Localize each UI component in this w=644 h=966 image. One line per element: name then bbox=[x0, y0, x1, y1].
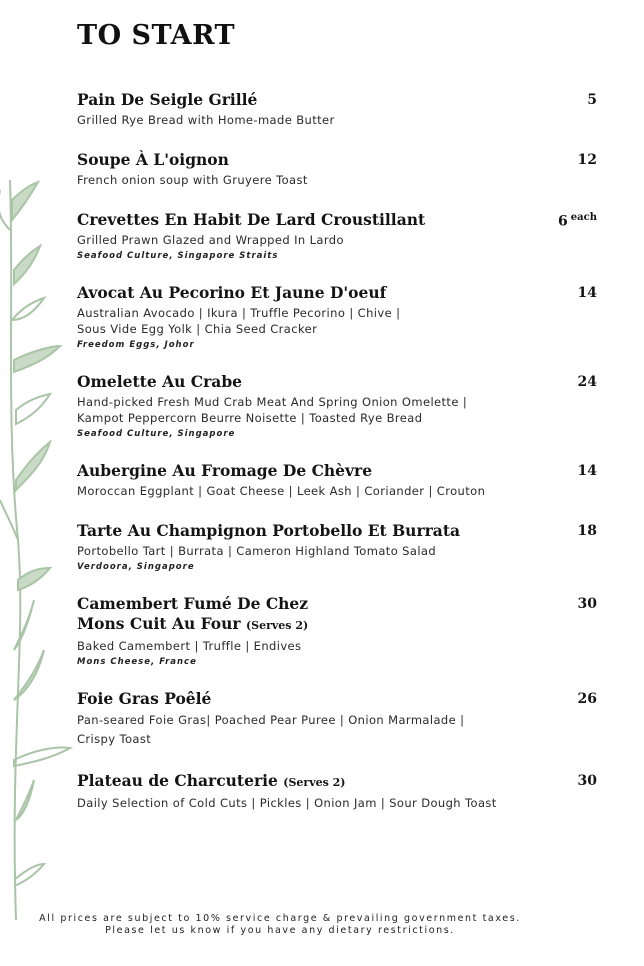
item-description: Moroccan Eggplant | Goat Cheese | Leek Ash | Coriander | Crouton bbox=[77, 484, 486, 498]
menu-item bbox=[77, 283, 597, 350]
item-price: 30 bbox=[577, 596, 597, 612]
item-description: Grilled Rye Bread with Home-made Butter bbox=[77, 113, 335, 127]
menu-item bbox=[77, 594, 597, 667]
item-name: Tarte Au Champignon Portobello Et Burrata bbox=[77, 521, 461, 540]
menu-item bbox=[77, 372, 597, 439]
item-description: Baked Camembert | Truffle | Endives bbox=[77, 639, 302, 653]
service-charge-note: All prices are subject to 10% service charge & prevailing government taxes. bbox=[39, 913, 521, 924]
section-title: TO START bbox=[77, 20, 236, 51]
item-description: Australian Avocado | Ikura | Truffle Pecorino | Chive | Sous Vide Egg Yolk | Chia Seed Cracker bbox=[77, 306, 401, 336]
serves-note: (Serves 2) bbox=[283, 776, 346, 789]
item-source: Seafood Culture, Singapore Straits bbox=[77, 251, 279, 261]
item-name: Soupe À L'oignon bbox=[77, 150, 229, 169]
menu-item bbox=[77, 90, 597, 128]
item-source: Mons Cheese, France bbox=[77, 657, 197, 667]
item-price: 26 bbox=[577, 691, 597, 707]
item-name: Foie Gras Poêlé bbox=[77, 689, 212, 708]
footer-note bbox=[0, 913, 560, 937]
item-description: Grilled Prawn Glazed and Wrapped In Lardo bbox=[77, 233, 344, 247]
price-unit: each bbox=[570, 212, 597, 223]
item-name: Omelette Au Crabe bbox=[77, 372, 243, 391]
menu-item bbox=[77, 210, 597, 261]
item-price: 30 bbox=[577, 773, 597, 789]
item-description: Portobello Tart | Burrata | Cameron Highland Tomato Salad bbox=[77, 544, 437, 558]
menu-list bbox=[77, 90, 597, 833]
item-price: 6 $^{each}$ bbox=[558, 212, 597, 230]
menu-item bbox=[77, 461, 597, 499]
botanical-leaf-branch-icon bbox=[0, 180, 75, 920]
item-price: 24 bbox=[577, 374, 597, 390]
menu-item bbox=[77, 521, 597, 572]
item-source: Verdoora, Singapore bbox=[77, 562, 195, 572]
item-description: Daily Selection of Cold Cuts | Pickles | Onion Jam | Sour Dough Toast bbox=[77, 796, 497, 810]
item-source: Freedom Eggs, Johor bbox=[77, 340, 195, 350]
item-name: Pain De Seigle Grillé bbox=[77, 90, 258, 109]
item-price: 18 bbox=[577, 523, 597, 539]
item-name: Avocat Au Pecorino Et Jaune D'oeuf bbox=[77, 283, 387, 302]
item-description: Hand-picked Fresh Mud Crab Meat And Spring Onion Omelette | Kampot Peppercorn Beurre Noisette | Toasted Rye Bread bbox=[77, 395, 468, 425]
item-name: Crevettes En Habit De Lard Croustillant bbox=[77, 210, 426, 229]
item-price: 14 bbox=[577, 285, 597, 301]
item-description: French onion soup with Gruyere Toast bbox=[77, 173, 308, 187]
item-description: Pan-seared Foie Gras| Poached Pear Puree | Onion Marmalade | Crispy Toast bbox=[77, 713, 465, 746]
item-name: Plateau de Charcuterie (Serves 2) bbox=[77, 771, 346, 790]
serves-note: (Serves 2) bbox=[245, 619, 309, 632]
item-price: 12 bbox=[577, 152, 597, 168]
menu-item bbox=[77, 771, 597, 811]
item-name: Camembert Fumé De Chez Mons Cuit Au Four (Serves 2) bbox=[77, 594, 309, 633]
dietary-note: Please let us know if you have any dietary restrictions. bbox=[105, 925, 455, 936]
item-name: Aubergine Au Fromage De Chèvre bbox=[77, 461, 373, 480]
item-price: 14 bbox=[577, 463, 597, 479]
menu-item bbox=[77, 150, 597, 188]
item-source: Seafood Culture, Singapore bbox=[77, 429, 236, 439]
menu-item bbox=[77, 689, 597, 749]
item-price: 5 bbox=[587, 92, 597, 108]
